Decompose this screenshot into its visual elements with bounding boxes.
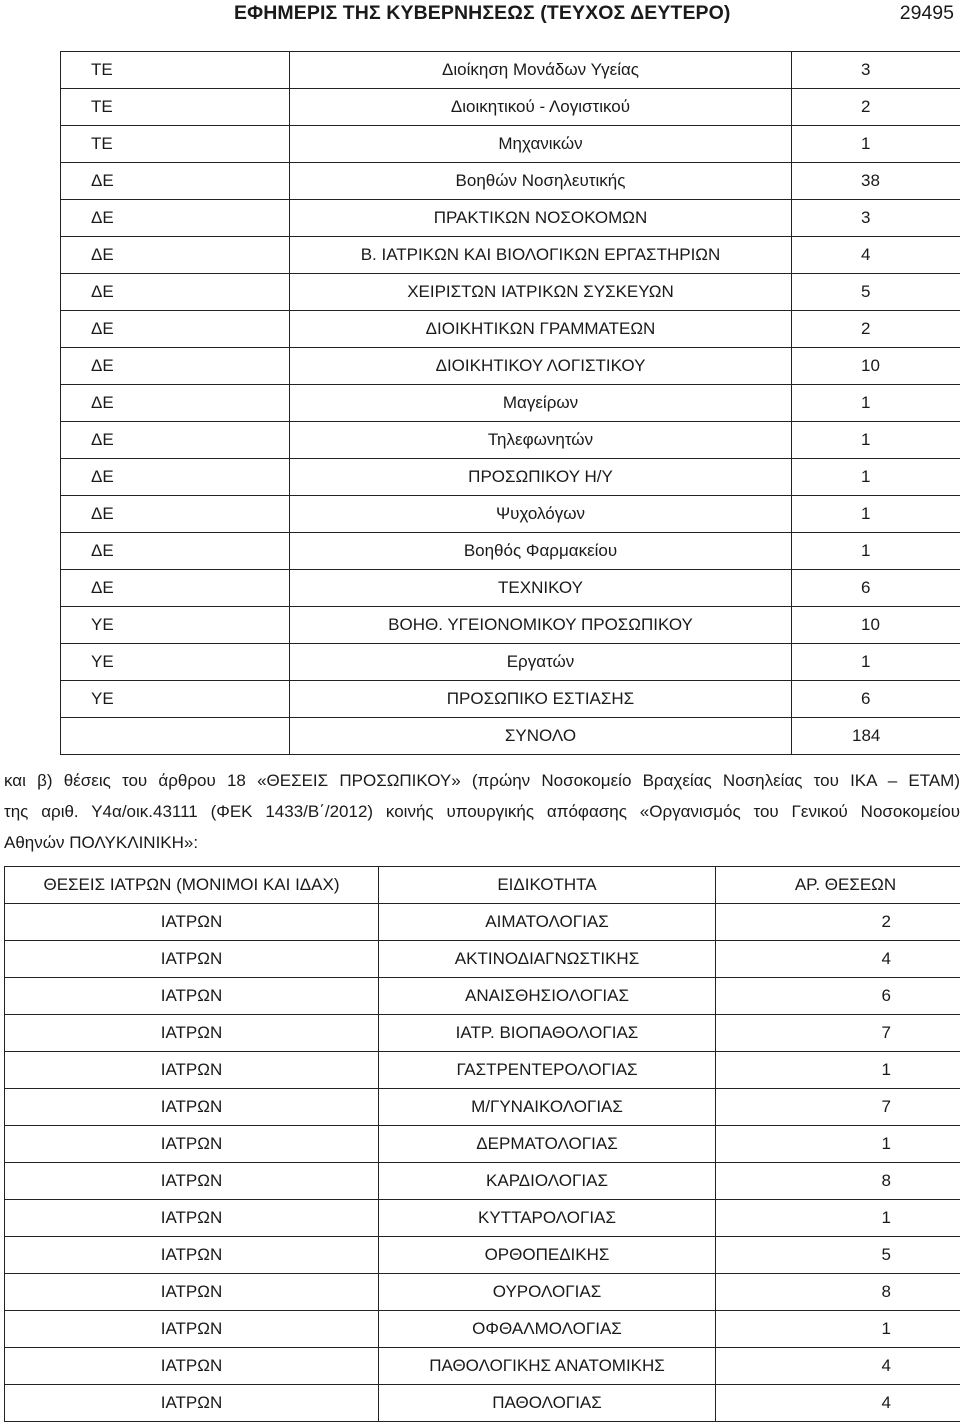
count-cell: 3 xyxy=(792,200,960,237)
category-cell: ΔΕ xyxy=(61,163,290,200)
staff-positions-body xyxy=(61,52,960,755)
count-cell: 7 xyxy=(716,1089,960,1126)
staff-positions-table xyxy=(60,51,960,755)
specialty-cell: ΒΟΗΘ. ΥΓΕΙΟΝΟΜΙΚΟΥ ΠΡΟΣΩΠΙΚΟΥ xyxy=(290,607,792,644)
table-row xyxy=(61,163,960,200)
table-row xyxy=(61,274,960,311)
count-cell: 5 xyxy=(716,1237,960,1274)
position-cell: ΙΑΤΡΩΝ xyxy=(5,1311,379,1348)
category-cell: ΔΕ xyxy=(61,422,290,459)
specialty-cell: ΟΦΘΑΛΜΟΛΟΓΙΑΣ xyxy=(379,1311,716,1348)
position-cell: ΙΑΤΡΩΝ xyxy=(5,1385,379,1422)
paragraph-line: Αθηνών ΠΟΛΥΚΛΙΝΙΚΗ»: xyxy=(4,833,199,852)
count-cell: 6 xyxy=(792,681,960,718)
table-row xyxy=(61,422,960,459)
category-cell: ΔΕ xyxy=(61,570,290,607)
specialty-cell: ΠΡΟΣΩΠΙΚΟΥ Η/Υ xyxy=(290,459,792,496)
specialty-cell: ΠΑΘΟΛΟΓΙΑΣ xyxy=(379,1385,716,1422)
table-row xyxy=(61,311,960,348)
table-row xyxy=(61,459,960,496)
table-row xyxy=(5,904,960,941)
count-cell: 7 xyxy=(716,1015,960,1052)
count-cell: 1 xyxy=(792,644,960,681)
specialty-cell: ΚΥΤΤΑΡΟΛΟΓΙΑΣ xyxy=(379,1200,716,1237)
count-cell: 8 xyxy=(716,1163,960,1200)
gazette-title: ΕΦΗΜΕΡΙΣ ΤΗΣ ΚΥΒΕΡΝΗΣΕΩΣ (ΤΕΥΧΟΣ ΔΕΥΤΕΡΟ) xyxy=(234,2,731,24)
table-row xyxy=(5,1126,960,1163)
table-row xyxy=(61,126,960,163)
count-cell: 2 xyxy=(792,311,960,348)
specialty-cell: ΠΑΘΟΛΟΓΙΚΗΣ ΑΝΑΤΟΜΙΚΗΣ xyxy=(379,1348,716,1385)
total-label: ΣΥΝΟΛΟ xyxy=(290,718,792,755)
specialty-cell: ΟΡΘΟΠΕΔΙΚΗΣ xyxy=(379,1237,716,1274)
count-cell: 1 xyxy=(792,459,960,496)
count-cell: 1 xyxy=(716,1200,960,1237)
count-cell: 1 xyxy=(716,1311,960,1348)
position-cell: ΙΑΤΡΩΝ xyxy=(5,1274,379,1311)
category-cell: ΥΕ xyxy=(61,607,290,644)
article-paragraph xyxy=(4,765,960,858)
specialty-cell: ΠΡΟΣΩΠΙΚΟ ΕΣΤΙΑΣΗΣ xyxy=(290,681,792,718)
count-cell: 3 xyxy=(792,52,960,89)
specialty-cell: ΠΡΑΚΤΙΚΩΝ ΝΟΣΟΚΟΜΩΝ xyxy=(290,200,792,237)
header-positions: ΘΕΣΕΙΣ ΙΑΤΡΩΝ (ΜΟΝΙΜΟΙ ΚΑΙ ΙΔΑΧ) xyxy=(5,867,379,904)
category-cell: ΥΕ xyxy=(61,644,290,681)
specialty-cell: Β. ΙΑΤΡΙΚΩΝ ΚΑΙ ΒΙΟΛΟΓΙΚΩΝ ΕΡΓΑΣΤΗΡΙΩΝ xyxy=(290,237,792,274)
table-row xyxy=(5,1237,960,1274)
count-cell: 1 xyxy=(792,533,960,570)
count-cell: 2 xyxy=(792,89,960,126)
specialty-cell: Μαγείρων xyxy=(290,385,792,422)
specialty-cell: ΟΥΡΟΛΟΓΙΑΣ xyxy=(379,1274,716,1311)
category-cell: ΥΕ xyxy=(61,681,290,718)
paragraph-line: της αριθ. Υ4α/οικ.43111 (ΦΕΚ 1433/Β΄/2012) κοινής υπουργικής απόφασης «Οργανισμός του Γενικού Νοσοκομείου xyxy=(4,802,960,821)
table-row xyxy=(61,644,960,681)
category-cell: ΔΕ xyxy=(61,274,290,311)
paragraph-line: και β) θέσεις του άρθρου 18 «ΘΕΣΕΙΣ ΠΡΟΣΩΠΙΚΟΥ» (πρώην Νοσοκομείο Βραχείας Νοσηλείας του ΙΚΑ – ΕΤΑΜ) xyxy=(4,771,960,790)
total-row xyxy=(61,718,960,755)
table-row xyxy=(61,681,960,718)
category-cell: ΔΕ xyxy=(61,385,290,422)
specialty-cell: Ψυχολόγων xyxy=(290,496,792,533)
count-cell: 38 xyxy=(792,163,960,200)
doctor-positions-table xyxy=(4,866,960,1422)
category-cell: ΔΕ xyxy=(61,496,290,533)
table-row xyxy=(5,978,960,1015)
total-count: 184 xyxy=(792,718,960,755)
count-cell: 4 xyxy=(792,237,960,274)
specialty-cell: Διοίκηση Μονάδων Υγείας xyxy=(290,52,792,89)
category-cell: ΔΕ xyxy=(61,311,290,348)
position-cell: ΙΑΤΡΩΝ xyxy=(5,978,379,1015)
specialty-cell: Μ/ΓΥΝΑΙΚΟΛΟΓΙΑΣ xyxy=(379,1089,716,1126)
count-cell: 1 xyxy=(792,385,960,422)
specialty-cell: ΓΑΣΤΡΕΝΤΕΡΟΛΟΓΙΑΣ xyxy=(379,1052,716,1089)
table-header-row xyxy=(5,867,960,904)
table-row xyxy=(61,385,960,422)
count-cell: 6 xyxy=(792,570,960,607)
specialty-cell: ΑΙΜΑΤΟΛΟΓΙΑΣ xyxy=(379,904,716,941)
table-row xyxy=(5,941,960,978)
header-specialty: ΕΙΔΙΚΟΤΗΤΑ xyxy=(379,867,716,904)
table-row xyxy=(61,237,960,274)
page-number: 29495 xyxy=(899,2,954,24)
table-row xyxy=(5,1163,960,1200)
table-row xyxy=(61,607,960,644)
specialty-cell: ΑΝΑΙΣΘΗΣΙΟΛΟΓΙΑΣ xyxy=(379,978,716,1015)
specialty-cell: ΔΙΟΙΚΗΤΙΚΩΝ ΓΡΑΜΜΑΤΕΩΝ xyxy=(290,311,792,348)
specialty-cell: ΑΚΤΙΝΟΔΙΑΓΝΩΣΤΙΚΗΣ xyxy=(379,941,716,978)
count-cell: 4 xyxy=(716,1385,960,1422)
count-cell: 1 xyxy=(716,1052,960,1089)
doctor-positions-body xyxy=(5,867,960,1422)
count-cell: 10 xyxy=(792,607,960,644)
count-cell: 10 xyxy=(792,348,960,385)
specialty-cell: Μηχανικών xyxy=(290,126,792,163)
table-row xyxy=(5,1274,960,1311)
specialty-cell: ΔΕΡΜΑΤΟΛΟΓΙΑΣ xyxy=(379,1126,716,1163)
table-row xyxy=(5,1385,960,1422)
position-cell: ΙΑΤΡΩΝ xyxy=(5,1052,379,1089)
category-cell: ΤΕ xyxy=(61,89,290,126)
table-row xyxy=(61,348,960,385)
count-cell: 1 xyxy=(792,422,960,459)
table-row xyxy=(61,570,960,607)
table-row xyxy=(5,1311,960,1348)
specialty-cell: Βοηθών Νοσηλευτικής xyxy=(290,163,792,200)
table-row xyxy=(61,496,960,533)
count-cell: 6 xyxy=(716,978,960,1015)
position-cell: ΙΑΤΡΩΝ xyxy=(5,1348,379,1385)
category-cell: ΔΕ xyxy=(61,200,290,237)
table-row xyxy=(5,1089,960,1126)
specialty-cell: ΔΙΟΙΚΗΤΙΚΟΥ ΛΟΓΙΣΤΙΚΟΥ xyxy=(290,348,792,385)
position-cell: ΙΑΤΡΩΝ xyxy=(5,1126,379,1163)
specialty-cell: Διοικητικού - Λογιστικού xyxy=(290,89,792,126)
category-cell: ΔΕ xyxy=(61,237,290,274)
count-cell: 2 xyxy=(716,904,960,941)
specialty-cell: ΚΑΡΔΙΟΛΟΓΙΑΣ xyxy=(379,1163,716,1200)
specialty-cell: Εργατών xyxy=(290,644,792,681)
specialty-cell: ΙΑΤΡ. ΒΙΟΠΑΘΟΛΟΓΙΑΣ xyxy=(379,1015,716,1052)
position-cell: ΙΑΤΡΩΝ xyxy=(5,1237,379,1274)
page-header xyxy=(0,0,960,30)
header-count: ΑΡ. ΘΕΣΕΩΝ xyxy=(716,867,960,904)
category-cell: ΔΕ xyxy=(61,533,290,570)
count-cell: 4 xyxy=(716,941,960,978)
position-cell: ΙΑΤΡΩΝ xyxy=(5,1163,379,1200)
category-cell: ΔΕ xyxy=(61,459,290,496)
count-cell: 1 xyxy=(716,1126,960,1163)
table-row xyxy=(61,200,960,237)
position-cell: ΙΑΤΡΩΝ xyxy=(5,904,379,941)
table-row xyxy=(5,1015,960,1052)
count-cell: 4 xyxy=(716,1348,960,1385)
position-cell: ΙΑΤΡΩΝ xyxy=(5,941,379,978)
table-row xyxy=(61,52,960,89)
count-cell: 1 xyxy=(792,126,960,163)
specialty-cell: ΤΕΧΝΙΚΟΥ xyxy=(290,570,792,607)
position-cell: ΙΑΤΡΩΝ xyxy=(5,1200,379,1237)
position-cell: ΙΑΤΡΩΝ xyxy=(5,1089,379,1126)
table-row xyxy=(61,533,960,570)
table-row xyxy=(5,1348,960,1385)
table-row xyxy=(5,1200,960,1237)
category-cell: ΤΕ xyxy=(61,126,290,163)
count-cell: 1 xyxy=(792,496,960,533)
count-cell: 5 xyxy=(792,274,960,311)
empty-cell xyxy=(61,718,290,755)
count-cell: 8 xyxy=(716,1274,960,1311)
category-cell: ΔΕ xyxy=(61,348,290,385)
position-cell: ΙΑΤΡΩΝ xyxy=(5,1015,379,1052)
table-row xyxy=(5,1052,960,1089)
specialty-cell: Τηλεφωνητών xyxy=(290,422,792,459)
specialty-cell: ΧΕΙΡΙΣΤΩΝ ΙΑΤΡΙΚΩΝ ΣΥΣΚΕΥΩΝ xyxy=(290,274,792,311)
category-cell: ΤΕ xyxy=(61,52,290,89)
specialty-cell: Βοηθός Φαρμακείου xyxy=(290,533,792,570)
table-row xyxy=(61,89,960,126)
